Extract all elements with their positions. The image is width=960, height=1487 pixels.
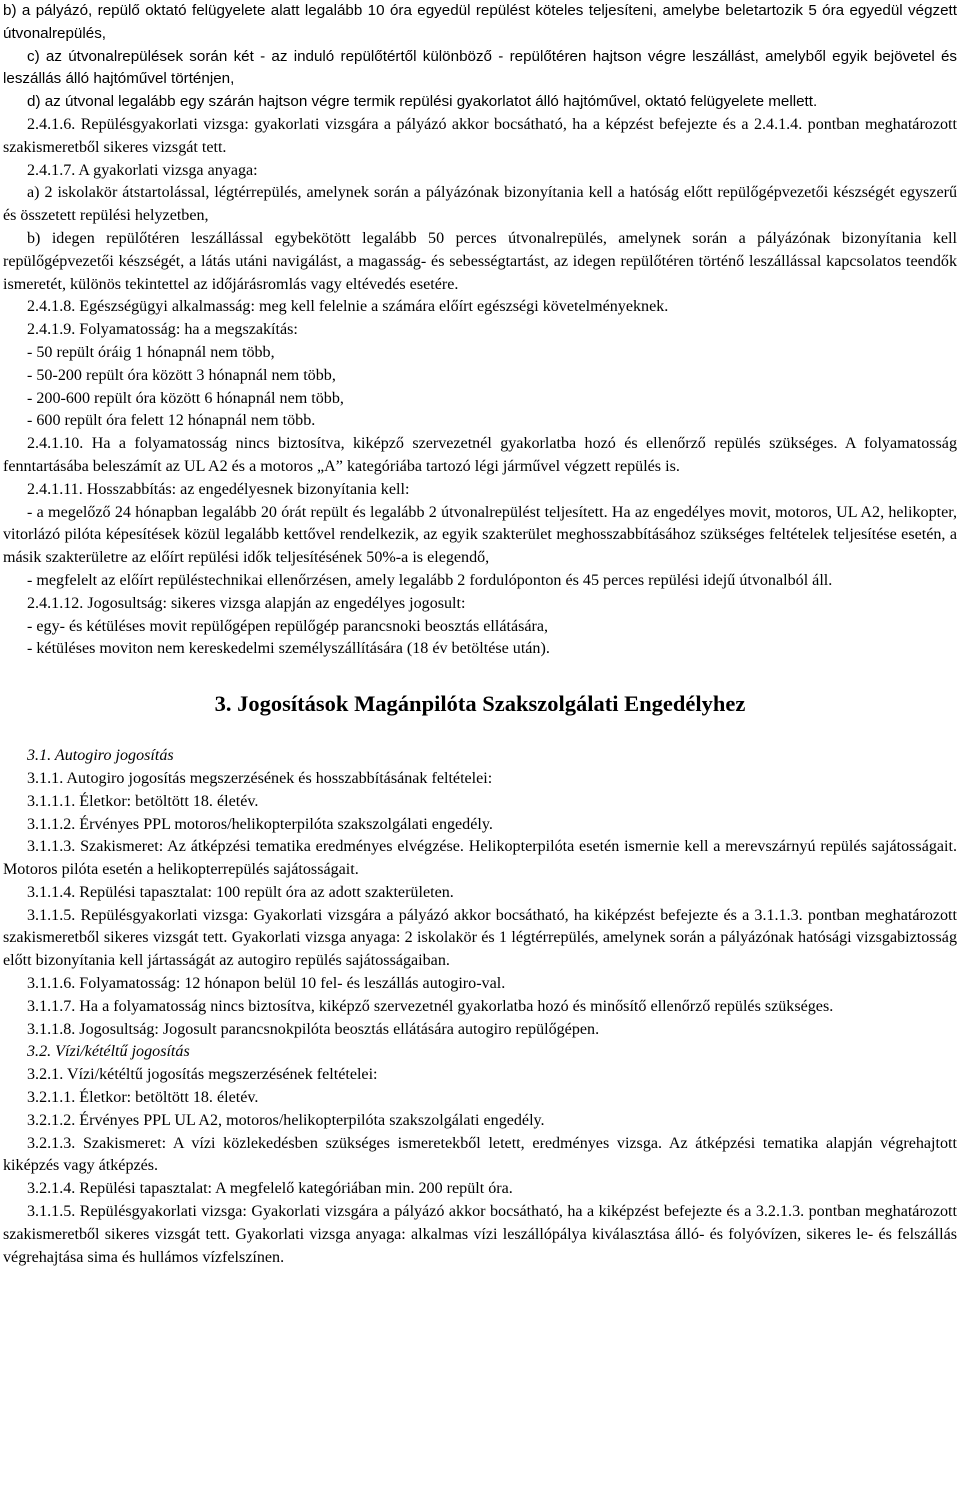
paragraph: - 600 repült óra felett 12 hónapnál nem több. [27,412,316,430]
paragraph: 2.4.1.8. Egészségügyi alkalmasság: meg kell felelnie a számára előírt egészségi követelményeknek. [27,298,669,316]
paragraph: 3.1.1.2. Érvényes PPL motoros/helikopterpilóta szakszolgálati engedély. [27,815,493,833]
paragraph: 3.1.1. Autogiro jogosítás megszerzésének és hosszabbításának feltételei: [27,769,493,787]
paragraph: 2.4.1.6. Repülésgyakorlati vizsga: gyakorlati vizsgára a pályázó akkor bocsátható, ha a képzést befejezte és a 2.4.1.4. pontban meghatározott szakismeretből sikeres vizsgát tett. [3,115,957,156]
paragraph: - egy- és kétüléses movit repülőgépen repülőgép parancsnoki beosztás ellátására, [27,617,549,635]
paragraph: 3.1. Autogiro jogosítás [27,747,174,765]
paragraph: 3.2.1.4. Repülési tapasztalat: A megfelelő kategóriában min. 200 repült óra. [27,1180,513,1198]
paragraph: c) az útvonalrepülések során két - az induló repülőtértől különböző - repülőtéren hajtson végre leszállást, amelyből egyik bejövetel és leszállás álló hajtóművel történjen, [3,47,957,88]
paragraph: 3.2.1. Vízi/kétéltű jogosítás megszerzésének feltételei: [27,1066,378,1084]
paragraph: 3.2.1.2. Érvényes PPL UL A2, motoros/helikopterpilóta szakszolgálati engedély. [27,1111,545,1129]
paragraph: - megfelelt az előírt repüléstechnikai ellenőrzésen, amely legalább 2 fordulóponton és 45 perces repülési idejű útvonalból áll. [27,571,833,589]
document-page [3,0,957,1269]
paragraph: 3.1.1.6. Folyamatosság: 12 hónapon belül 10 fel- és leszállás autogiro-val. [27,975,506,993]
paragraph: - 200-600 repült óra között 6 hónapnál nem több, [27,389,344,407]
paragraph: b) idegen repülőtéren leszállással egybekötött legalább 50 perces útvonalrepülés, amelynek során a pályázónak bizonyítania kell repülőgépvezetői készségét, a látás utáni navigálást, a magasság- és sebességtartást, az idegen repülőtéren történő leszállással kapcsolatos teendők ismeretét, különös tekintettel az időjárásromlás vagy eltévedés esetére. [3,229,957,293]
paragraph: 3.1.1.5. Repülésgyakorlati vizsga: Gyakorlati vizsgára a pályázó akkor bocsátható, ha a kiképzést befejezte és a 3.2.1.3. pontban meghatározott szakismeretből sikeres vizsgát tett. Gyakorlati vizsga anyaga: alkalmas vízi leszállópálya kiválasztása álló- és folyóvízen, sikeres le- és felszállás végrehajtása sima és hullámos vízfelszínen. [3,1203,957,1266]
paragraph: 3.1.1.1. Életkor: betöltött 18. életév. [27,792,259,810]
paragraph: 2.4.1.12. Jogosultság: sikeres vizsga alapján az engedélyes jogosult: [27,594,466,612]
paragraph: 2.4.1.7. A gyakorlati vizsga anyaga: [27,161,258,179]
paragraph: d) az útvonal legalább egy szárán hajtson végre termik repülési gyakorlatot álló hajtóművel, oktató felügyelete mellett. [27,93,818,111]
paragraph: 3.1.1.7. Ha a folyamatosság nincs biztosítva, kiképző szervezetnél gyakorlatba hozó és minősítő ellenőrző repülés szükséges. [27,997,834,1015]
paragraph: - a megelőző 24 hónapban legalább 20 órát repült és legalább 2 útvonalrepülést teljesített. Ha az engedélyes movit, motoros, UL A2, helikopter, vitorlázó pilóta képesítések közül legalább kettővel rendelkezik, az egyik szakterület meghosszabbításához szükséges feltételek teljesítése esetén, a másik szakterületre az előírt repülési idők teljesítésének 50%-a is elegendő, [3,503,957,567]
paragraph: 2.4.1.10. Ha a folyamatosság nincs biztosítva, kiképző szervezetnél gyakorlatba hozó és ellenőrző repülés szükséges. A folyamatosság fenntartásába beleszámít az UL A2 és a motoros „A” kategóriába tartozó légi járművel végzett repülés is. [3,435,957,475]
paragraph: 3.1.1.4. Repülési tapasztalat: 100 repült óra az adott szakterületen. [27,883,454,901]
section-heading: 3. Jogosítások Magánpilóta Szakszolgálati Engedélyhez [214,691,746,717]
paragraph: 3.2.1.1. Életkor: betöltött 18. életév. [27,1089,259,1107]
paragraph: - 50 repült óráig 1 hónapnál nem több, [27,343,275,361]
paragraph: 3.2.1.3. Szakismeret: A vízi közlekedésben szükséges ismeretekből letett, eredményes vizsga. Az átképzési tematika alapján végrehajtott kiképzés vagy átképzés. [3,1134,957,1175]
paragraph: 3.1.1.3. Szakismeret: Az átképzési tematika eredményes elvégzése. Helikopterpilóta esetén ismernie kell a merevszárnyú repülés sajátosságait. Motoros pilóta esetén a helikopterrepülés sajátosságait. [3,838,957,879]
paragraph: 3.1.1.8. Jogosultság: Jogosult parancsnokpilóta beosztás ellátására autogiro repülőgépen. [27,1020,600,1038]
paragraph: 2.4.1.9. Folyamatosság: ha a megszakítás: [27,321,298,339]
paragraph: - 50-200 repült óra között 3 hónapnál nem több, [27,366,336,384]
paragraph: - kétüléses moviton nem kereskedelmi személyszállítására (18 év betöltése után). [27,640,550,658]
paragraph: 3.2. Vízi/kétéltű jogosítás [27,1043,190,1061]
paragraph: 3.1.1.5. Repülésgyakorlati vizsga: Gyakorlati vizsgára a pályázó akkor bocsátható, ha kiképzést befejezte és a 3.1.1.3. pontban meghatározott szakismeretből sikeres vizsgát tett. Gyakorlati vizsga anyaga: 2 iskolakör és 1 légtérrepülés, amelynek során a pályázónak hatósági vizsgabiztosság előtt bizonyítania kell jártasságát az autogiro repülés sajátosságaiban. [3,906,957,970]
paragraph: a) 2 iskolakör átstartolással, légtérrepülés, amelynek során a pályázónak bizonyítania kell a hatóság előtt repülőgépvezetői készségét egyszerű és összetett repülési helyzetben, [3,184,957,225]
paragraph: 2.4.1.11. Hosszabbítás: az engedélyesnek bizonyítania kell: [27,480,410,498]
paragraph: b) a pályázó, repülő oktató felügyelete alatt legalább 10 óra egyedül repülést köteles teljesíteni, amelybe beletartozik 5 óra egyedül végzett útvonalrepülés, [3,2,957,42]
